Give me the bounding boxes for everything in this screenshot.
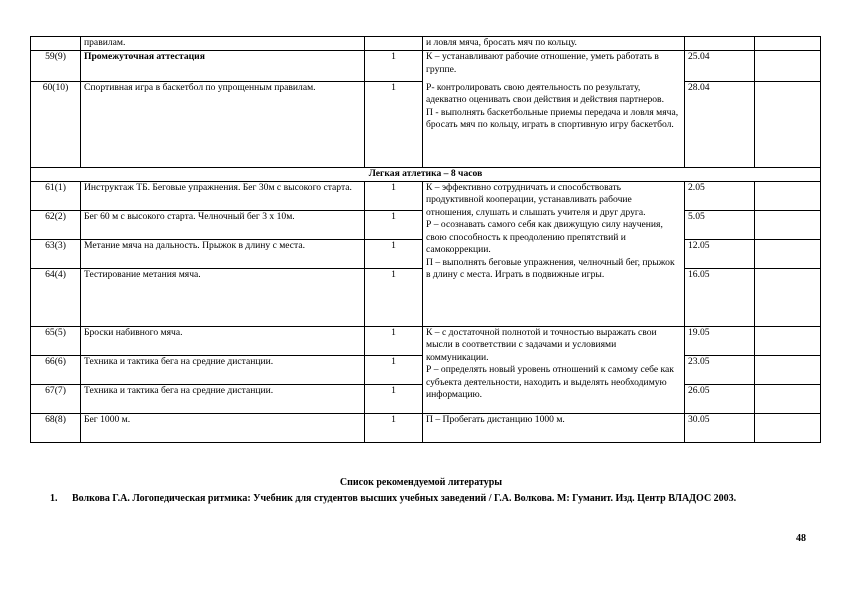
table-row: [31, 181, 821, 210]
lesson-hours: 1: [365, 268, 423, 326]
extra-cell: [755, 210, 821, 239]
lesson-number: 66(6): [31, 355, 81, 384]
lesson-number: 60(10): [31, 82, 81, 168]
lesson-number: 64(4): [31, 268, 81, 326]
list-item: [50, 492, 790, 505]
lesson-topic: Бег 60 м с высокого старта. Челночный бег 3 х 10м.: [81, 210, 365, 239]
lesson-topic: Инструктаж ТБ. Беговые упражнения. Бег 30м с высокого старта.: [81, 181, 365, 210]
lesson-topic: Техника и тактика бега на средние дистанции.: [81, 384, 365, 413]
lesson-hours: 1: [365, 239, 423, 268]
extra-cell: [755, 181, 821, 210]
lesson-number: 59(9): [31, 51, 81, 82]
competency-cell: Р- контролировать свою деятельность по результату, адекватно оценивать свои действия и действия партнеров. П - выполнять баскетбольные приемы передача и ловля мяча, бросать мяч по кольцу, играть в спортивную игру баскетбол.: [423, 82, 685, 168]
lesson-date: 2.05: [685, 181, 755, 210]
table-row: [31, 37, 821, 51]
lesson-topic: Техника и тактика бега на средние дистанции.: [81, 355, 365, 384]
extra-cell: [755, 413, 821, 442]
table-row: [31, 51, 821, 82]
lesson-date: 23.05: [685, 355, 755, 384]
lesson-date: 26.05: [685, 384, 755, 413]
lesson-hours: 1: [365, 51, 423, 82]
competency-cell: и ловля мяча, бросать мяч по кольцу.: [423, 37, 685, 51]
lesson-number: 68(8): [31, 413, 81, 442]
lesson-hours: 1: [365, 181, 423, 210]
lesson-topic: Броски набивного мяча.: [81, 326, 365, 355]
list-item-text: Волкова Г.А. Логопедическая ритмика: Учебник для студентов высших учебных заведений / Г.А. Волкова. М: Гуманит. Изд. Центр ВЛАДОС 2003.: [72, 493, 737, 504]
lesson-hours: 1: [365, 210, 423, 239]
lesson-number: 63(3): [31, 239, 81, 268]
extra-cell: [755, 384, 821, 413]
lesson-date: 16.05: [685, 268, 755, 326]
lesson-number: 65(5): [31, 326, 81, 355]
lesson-topic: Спортивная игра в баскетбол по упрощенным правилам.: [81, 82, 365, 168]
lesson-plan-table: [30, 36, 821, 443]
page-number: 48: [796, 533, 806, 544]
lesson-topic: Метание мяча на дальность. Прыжок в длину с места.: [81, 239, 365, 268]
lesson-date: 5.05: [685, 210, 755, 239]
lesson-date: [685, 37, 755, 51]
list-item-number: 1.: [50, 493, 58, 504]
lesson-date: 25.04: [685, 51, 755, 82]
competency-cell: К – с достаточной полнотой и точностью выражать свои мысли в соответствии с задачами и условиями коммуникации. Р – определять новый уровень отношений к самому себе как субъекта деятельности, находить и выделять необходимую информацию.: [423, 326, 685, 413]
lesson-number: [31, 37, 81, 51]
table-row: [31, 413, 821, 442]
lesson-number: 61(1): [31, 181, 81, 210]
competency-cell: К – устанавливают рабочие отношение, уметь работать в группе.: [423, 51, 685, 82]
extra-cell: [755, 326, 821, 355]
lesson-hours: 1: [365, 82, 423, 168]
lesson-hours: 1: [365, 355, 423, 384]
extra-cell: [755, 82, 821, 168]
bibliography-list: [50, 492, 790, 505]
lesson-hours: [365, 37, 423, 51]
table-row: [31, 82, 821, 168]
table-row: [31, 326, 821, 355]
lesson-number: 62(2): [31, 210, 81, 239]
lesson-date: 28.04: [685, 82, 755, 168]
lesson-topic: правилам.: [81, 37, 365, 51]
lesson-date: 19.05: [685, 326, 755, 355]
lesson-hours: 1: [365, 413, 423, 442]
extra-cell: [755, 51, 821, 82]
lesson-topic: Промежуточная аттестация: [81, 51, 365, 82]
extra-cell: [755, 355, 821, 384]
bibliography-title: Список рекомендуемой литературы: [339, 477, 503, 488]
section-title: Легкая атлетика – 8 часов: [31, 168, 821, 182]
competency-cell: П – Пробегать дистанцию 1000 м.: [423, 413, 685, 442]
extra-cell: [755, 268, 821, 326]
competency-cell: К – эффективно сотрудничать и способствовать продуктивной кооперации, устанавливать рабочие отношения, слушать и слышать учителя и друг друга. Р – осознавать самого себя как движущую силу научения, свою способность к преодолению препятствий и самокоррекции. П – выполнять беговые упражнения, челночный бег, прыжок в длину с места. Играть в подвижные игры.: [423, 181, 685, 326]
lesson-hours: 1: [365, 326, 423, 355]
lesson-hours: 1: [365, 384, 423, 413]
lesson-date: 30.05: [685, 413, 755, 442]
lesson-topic: Бег 1000 м.: [81, 413, 365, 442]
extra-cell: [755, 239, 821, 268]
lesson-date: 12.05: [685, 239, 755, 268]
lesson-topic: Тестирование метания мяча.: [81, 268, 365, 326]
section-row: [31, 168, 821, 182]
lesson-number: 67(7): [31, 384, 81, 413]
extra-cell: [755, 37, 821, 51]
